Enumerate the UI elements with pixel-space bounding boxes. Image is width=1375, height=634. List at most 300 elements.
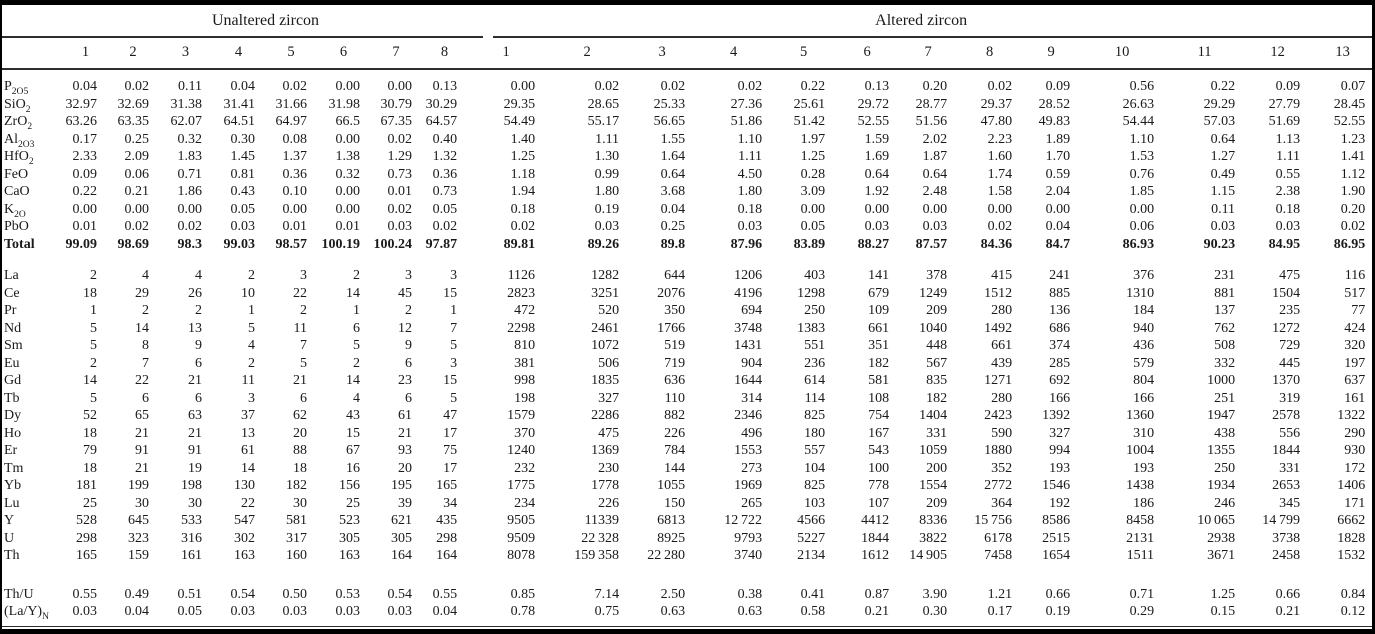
cell-value: 15 — [443, 373, 458, 388]
cell-value: 0.03 — [282, 604, 307, 619]
cell-value: 17 — [443, 425, 458, 441]
cell-value: 30.79 — [380, 96, 412, 112]
cell-value: 1969 — [734, 478, 763, 493]
cell-value: 5 — [450, 338, 458, 353]
table-row — [2, 355, 1375, 373]
cell-value: 45 — [398, 285, 412, 301]
cell-value: 661 — [991, 338, 1013, 353]
row-label: Y — [4, 513, 15, 528]
cell-value: 6 — [142, 390, 149, 406]
cell-value: 0.36 — [432, 166, 458, 182]
cell-value: 32.97 — [65, 96, 97, 112]
cell-value: 0.05 — [177, 604, 202, 619]
cell-value: 64.51 — [223, 114, 255, 129]
cell-value: 100.19 — [321, 236, 360, 252]
cell-value: 109 — [868, 303, 890, 318]
cell-value: 3.90 — [922, 586, 948, 602]
cell-value: 251 — [1214, 390, 1236, 406]
cell-value: 0.10 — [282, 184, 307, 199]
cell-value: 0.00 — [335, 131, 360, 147]
cell-value: 448 — [926, 338, 948, 353]
cell-value: 0.49 — [1210, 166, 1236, 182]
cell-value: 163 — [339, 548, 360, 563]
cell-value: 3 — [450, 268, 458, 283]
cell-value: 7 — [142, 355, 149, 371]
row-label: Gd — [4, 373, 22, 388]
row-label: Lu — [4, 495, 20, 511]
cell-value: 415 — [991, 268, 1013, 283]
cell-value: 0.85 — [510, 586, 536, 602]
cell-value: 904 — [741, 355, 763, 371]
cell-value: 110 — [664, 390, 686, 406]
cell-value: 0.58 — [800, 604, 826, 619]
cell-value: 22 — [241, 495, 255, 511]
cell-value: 7.14 — [594, 586, 620, 602]
cell-value: 200 — [926, 460, 948, 476]
cell-value: 104 — [804, 460, 826, 476]
cell-value: 165 — [436, 478, 458, 493]
cell-value: 3 — [300, 268, 307, 283]
cell-value: 0.11 — [178, 79, 202, 94]
cell-value: 547 — [234, 513, 255, 528]
cell-value: 579 — [1133, 355, 1155, 371]
cell-value: 882 — [664, 408, 686, 423]
cell-value: 1.85 — [1129, 184, 1155, 199]
cell-value: 0.30 — [922, 604, 948, 619]
cell-value: 1404 — [919, 408, 948, 423]
row-label: Tb — [4, 390, 20, 406]
cell-value: 2461 — [591, 320, 620, 336]
cell-value: 0.02 — [737, 79, 763, 94]
cell-value: 2.38 — [1275, 184, 1301, 199]
table-row — [2, 236, 1375, 254]
cell-value: 0.00 — [1129, 201, 1155, 217]
cell-value: 0.84 — [1340, 586, 1366, 602]
cell-value: 4412 — [861, 513, 890, 528]
cell-value: 374 — [1049, 338, 1071, 353]
cell-value: 1880 — [984, 443, 1013, 458]
cell-value: 14 — [135, 320, 149, 336]
cell-value: 0.51 — [177, 586, 202, 602]
cell-value: 1438 — [1126, 478, 1155, 493]
cell-value: 0.36 — [282, 166, 307, 182]
cell-value: 67 — [346, 443, 360, 458]
cell-value: 7 — [450, 320, 458, 336]
cell-value: 2131 — [1126, 530, 1155, 546]
cell-value: 77 — [1351, 303, 1366, 318]
cell-value: 1431 — [734, 338, 763, 353]
cell-value: 2 — [248, 355, 255, 371]
table-row — [2, 148, 1375, 166]
cell-value: 0.02 — [387, 201, 412, 217]
unaltered-group-rule — [2, 36, 483, 38]
cell-value: 0.04 — [1045, 219, 1071, 234]
cell-value: 6 — [405, 390, 412, 406]
cell-value: 331 — [926, 425, 948, 441]
cell-value: 2 — [90, 355, 97, 371]
cell-value: 0.63 — [737, 604, 763, 619]
table-row — [2, 113, 1375, 131]
cell-value: 1206 — [734, 268, 763, 283]
cell-value: 302 — [234, 530, 255, 546]
cell-value: 533 — [181, 513, 202, 528]
cell-value: 5 — [300, 355, 307, 371]
cell-value: 0.00 — [987, 201, 1013, 217]
cell-value: 729 — [1279, 338, 1301, 353]
cell-value: 5 — [353, 338, 360, 353]
column-number-row — [2, 36, 1375, 68]
cell-value: 0.22 — [800, 79, 826, 94]
cell-value: 51.69 — [1268, 114, 1301, 129]
cell-value: 1.10 — [737, 131, 763, 147]
cell-value: 1271 — [984, 373, 1013, 388]
cell-value: 3748 — [734, 320, 763, 336]
cell-value: 0.03 — [737, 219, 763, 234]
table-row — [2, 495, 1375, 513]
cell-value: 1360 — [1126, 408, 1155, 423]
cell-value: 2.33 — [72, 149, 97, 164]
cell-value: 52.55 — [1333, 114, 1366, 129]
cell-value: 317 — [286, 530, 307, 546]
cell-value: 52.55 — [857, 114, 890, 129]
cell-value: 182 — [926, 390, 948, 406]
cell-value: 21 — [398, 425, 412, 441]
cell-value: 0.21 — [124, 184, 149, 199]
cell-value: 424 — [1344, 320, 1366, 336]
cell-value: 285 — [1049, 355, 1071, 371]
cell-value: 3 — [450, 355, 458, 371]
cell-value: 0.76 — [1129, 166, 1155, 182]
cell-value: 930 — [1344, 443, 1366, 458]
bottom-rule — [2, 626, 1372, 628]
cell-value: 0.07 — [1340, 79, 1366, 94]
row-label: Ce — [4, 285, 20, 301]
cell-value: 305 — [391, 530, 412, 546]
cell-value: 84.7 — [1045, 236, 1071, 252]
cell-value: 1947 — [1207, 408, 1236, 423]
cell-value: 0.03 — [1275, 219, 1301, 234]
cell-value: 885 — [1049, 285, 1071, 301]
cell-value: 166 — [1049, 390, 1071, 406]
cell-value: 29.29 — [1203, 96, 1236, 112]
cell-value: 4 — [142, 268, 149, 283]
cell-value: 0.04 — [660, 201, 686, 217]
cell-value: 5 — [450, 390, 458, 406]
cell-value: 47.80 — [980, 114, 1013, 129]
cell-value: 0.20 — [1340, 201, 1366, 217]
cell-value: 13 — [188, 320, 202, 336]
cell-value: 11 — [241, 373, 255, 388]
cell-value: 98.69 — [117, 236, 149, 252]
cell-value: 825 — [804, 408, 826, 423]
cell-value: 1406 — [1337, 478, 1366, 493]
cell-value: 1055 — [657, 478, 686, 493]
cell-value: 137 — [1214, 303, 1236, 318]
table-row — [2, 565, 1375, 604]
unaltered-column-header-2: 2 — [129, 43, 137, 60]
cell-value: 0.17 — [72, 131, 97, 147]
cell-value: 116 — [1344, 268, 1366, 283]
cell-value: 1778 — [591, 478, 620, 493]
cell-value: 0.22 — [72, 184, 97, 199]
cell-value: 108 — [868, 390, 890, 406]
row-label: Yb — [4, 478, 22, 493]
cell-value: 719 — [664, 355, 686, 371]
cell-value: 141 — [868, 268, 890, 283]
cell-value: 1072 — [591, 338, 620, 353]
row-label: FeO — [4, 166, 29, 182]
cell-value: 15 756 — [974, 513, 1013, 528]
cell-value: 5227 — [797, 530, 826, 546]
cell-value: 523 — [339, 513, 360, 528]
cell-value: 0.08 — [282, 131, 307, 147]
table-row — [2, 218, 1375, 236]
cell-value: 1.38 — [335, 149, 360, 164]
cell-value: 32.69 — [117, 96, 149, 112]
cell-value: 184 — [1133, 303, 1155, 318]
cell-value: 18 — [83, 285, 97, 301]
cell-value: 11339 — [584, 513, 620, 528]
unaltered-group-header: Unaltered zircon — [212, 11, 320, 29]
cell-value: 15 — [346, 425, 360, 441]
cell-value: 0.56 — [1129, 79, 1155, 94]
cell-value: 93 — [398, 443, 412, 458]
cell-value: 784 — [664, 443, 686, 458]
cell-value: 1 — [353, 303, 360, 318]
cell-value: 98.3 — [177, 236, 202, 252]
cell-value: 1.41 — [1340, 149, 1366, 164]
table-row — [2, 425, 1375, 443]
cell-value: 21 — [188, 425, 202, 441]
cell-value: 16 — [346, 460, 360, 476]
cell-value: 0.73 — [387, 166, 412, 182]
cell-value: 1.53 — [1129, 149, 1155, 164]
cell-value: 51.42 — [793, 114, 826, 129]
cell-value: 91 — [188, 443, 202, 458]
cell-value: 241 — [1049, 268, 1071, 283]
cell-value: 0.03 — [230, 219, 255, 234]
cell-value: 15 — [443, 285, 458, 301]
cell-value: 0.00 — [864, 201, 890, 217]
cell-value: 107 — [868, 495, 890, 511]
cell-value: 2 — [405, 303, 412, 318]
cell-value: 22 — [293, 285, 307, 301]
cell-value: 445 — [1279, 355, 1301, 371]
cell-value: 694 — [741, 303, 763, 318]
cell-value: 9793 — [734, 530, 763, 546]
cell-value: 26.63 — [1122, 96, 1155, 112]
cell-value: 8458 — [1126, 513, 1155, 528]
cell-value: 0.43 — [230, 184, 255, 199]
cell-value: 1.21 — [987, 586, 1013, 602]
cell-value: 0.32 — [335, 166, 360, 182]
row-label: Th/U — [4, 586, 34, 602]
cell-value: 182 — [286, 478, 307, 493]
cell-value: 0.41 — [800, 586, 826, 602]
cell-value: 1775 — [507, 478, 536, 493]
cell-value: 180 — [804, 425, 826, 441]
cell-value: 25 — [346, 495, 360, 511]
cell-value: 0.09 — [1045, 79, 1071, 94]
unaltered-column-header-7: 7 — [392, 43, 400, 60]
header-divider-rule — [2, 68, 1372, 70]
cell-value: 1.87 — [922, 149, 948, 164]
cell-value: 1240 — [507, 443, 536, 458]
cell-value: 231 — [1214, 268, 1236, 283]
cell-value: 86.95 — [1333, 236, 1366, 252]
cell-value: 63 — [188, 408, 202, 423]
row-label: HfO$_2$ — [4, 149, 34, 167]
cell-value: 520 — [598, 303, 620, 318]
cell-value: 234 — [514, 495, 536, 511]
cell-value: 1282 — [591, 268, 620, 283]
cell-value: 2.50 — [660, 586, 686, 602]
cell-value: 6 — [353, 320, 360, 336]
cell-value: 305 — [339, 530, 360, 546]
cell-value: 193 — [1133, 460, 1155, 476]
cell-value: 31.98 — [328, 96, 360, 112]
cell-value: 22 — [135, 373, 149, 388]
unaltered-column-header-4: 4 — [234, 43, 243, 60]
cell-value: 1511 — [1126, 548, 1155, 563]
cell-value: 0.19 — [594, 201, 620, 217]
cell-value: 472 — [514, 303, 536, 318]
cell-value: 8078 — [507, 548, 536, 563]
cell-value: 0.22 — [1210, 79, 1236, 94]
cell-value: 692 — [1049, 373, 1071, 388]
cell-value: 20 — [293, 425, 307, 441]
unaltered-column-header-1: 1 — [81, 43, 90, 60]
cell-value: 3 — [405, 268, 412, 283]
cell-value: 1322 — [1337, 408, 1366, 423]
cell-value: 1532 — [1337, 548, 1366, 563]
cell-value: 195 — [391, 478, 412, 493]
cell-value: 47 — [443, 408, 458, 423]
cell-value: 0.09 — [1275, 79, 1301, 94]
cell-value: 0.00 — [177, 201, 202, 217]
cell-value: 21 — [135, 425, 149, 441]
altered-column-header-5: 5 — [799, 43, 808, 60]
cell-value: 236 — [804, 355, 826, 371]
cell-value: 18 — [83, 460, 97, 476]
cell-value: 506 — [598, 355, 620, 371]
cell-value: 1 — [248, 303, 255, 318]
cell-value: 2 — [248, 268, 255, 283]
cell-value: 0.54 — [387, 586, 412, 602]
cell-value: 1.89 — [1045, 131, 1071, 147]
cell-value: 0.30 — [230, 131, 255, 147]
cell-value: 0.29 — [1129, 604, 1155, 619]
unaltered-column-header-3: 3 — [181, 43, 190, 60]
row-label: U — [4, 530, 15, 546]
altered-column-header-2: 2 — [583, 43, 591, 60]
cell-value: 0.50 — [282, 586, 307, 602]
cell-value: 2298 — [507, 320, 536, 336]
cell-value: 0.25 — [124, 131, 149, 147]
cell-value: 2 — [90, 268, 97, 283]
cell-value: 51.86 — [730, 114, 763, 129]
cell-value: 14 — [241, 460, 255, 476]
cell-value: 0.03 — [1210, 219, 1236, 234]
cell-value: 250 — [804, 303, 826, 318]
cell-value: 0.64 — [864, 166, 890, 182]
cell-value: 352 — [991, 460, 1013, 476]
cell-value: 3671 — [1207, 548, 1236, 563]
row-label: Th — [4, 548, 20, 563]
table-row — [2, 460, 1375, 478]
cell-value: 1.94 — [510, 184, 536, 199]
cell-value: 1.97 — [800, 131, 826, 147]
cell-value: 1.32 — [432, 149, 458, 164]
row-label: $(La/Y)_N$ — [4, 604, 49, 622]
table-row — [2, 603, 1375, 621]
cell-value: 156 — [339, 478, 360, 493]
cell-value: 0.55 — [432, 586, 458, 602]
altered-column-header-8: 8 — [985, 43, 994, 60]
cell-value: 567 — [926, 355, 948, 371]
cell-value: 28.45 — [1333, 96, 1366, 112]
cell-value: 22 328 — [581, 530, 620, 546]
cell-value: 2.09 — [124, 149, 149, 164]
cell-value: 63.35 — [117, 114, 149, 129]
cell-value: 351 — [868, 338, 890, 353]
cell-value: 3.09 — [800, 184, 826, 199]
cell-value: 6178 — [984, 530, 1013, 546]
row-label: Total — [4, 236, 35, 252]
cell-value: 0.02 — [510, 219, 536, 234]
cell-value: 1553 — [734, 443, 763, 458]
cell-value: 644 — [664, 268, 686, 283]
cell-value: 7458 — [984, 548, 1013, 563]
cell-value: 8336 — [919, 513, 948, 528]
cell-value: 54.49 — [503, 114, 536, 129]
cell-value: 519 — [664, 338, 686, 353]
cell-value: 11 — [293, 320, 307, 336]
cell-value: 0.00 — [387, 79, 412, 94]
cell-value: 439 — [991, 355, 1013, 371]
cell-value: 87.96 — [730, 236, 763, 252]
cell-value: 0.03 — [387, 604, 412, 619]
table-row — [2, 530, 1375, 548]
row-label: Sm — [4, 338, 23, 353]
cell-value: 63.26 — [65, 114, 97, 129]
cell-value: 2772 — [984, 478, 1013, 493]
cell-value: 1355 — [1207, 443, 1236, 458]
cell-value: 10 065 — [1197, 513, 1236, 528]
cell-value: 22 280 — [647, 548, 686, 563]
cell-value: 265 — [741, 495, 763, 511]
unaltered-column-header-5: 5 — [287, 43, 295, 60]
cell-value: 14 905 — [909, 548, 948, 563]
cell-value: 2.02 — [922, 131, 948, 147]
cell-value: 1.55 — [660, 131, 686, 147]
cell-value: 30 — [293, 495, 307, 511]
cell-value: 246 — [1214, 495, 1236, 511]
cell-value: 9 — [405, 338, 412, 353]
cell-value: 29 — [135, 285, 149, 301]
cell-value: 590 — [991, 425, 1013, 441]
cell-value: 7 — [300, 338, 307, 353]
cell-value: 159 358 — [574, 548, 620, 563]
cell-value: 0.01 — [387, 184, 412, 199]
unaltered-column-header-8: 8 — [440, 43, 449, 60]
cell-value: 0.00 — [335, 201, 360, 217]
cell-value: 39 — [398, 495, 412, 511]
cell-value: 1.86 — [177, 184, 202, 199]
cell-value: 1.25 — [510, 149, 536, 164]
cell-value: 25.61 — [793, 96, 826, 112]
cell-value: 0.02 — [987, 219, 1013, 234]
